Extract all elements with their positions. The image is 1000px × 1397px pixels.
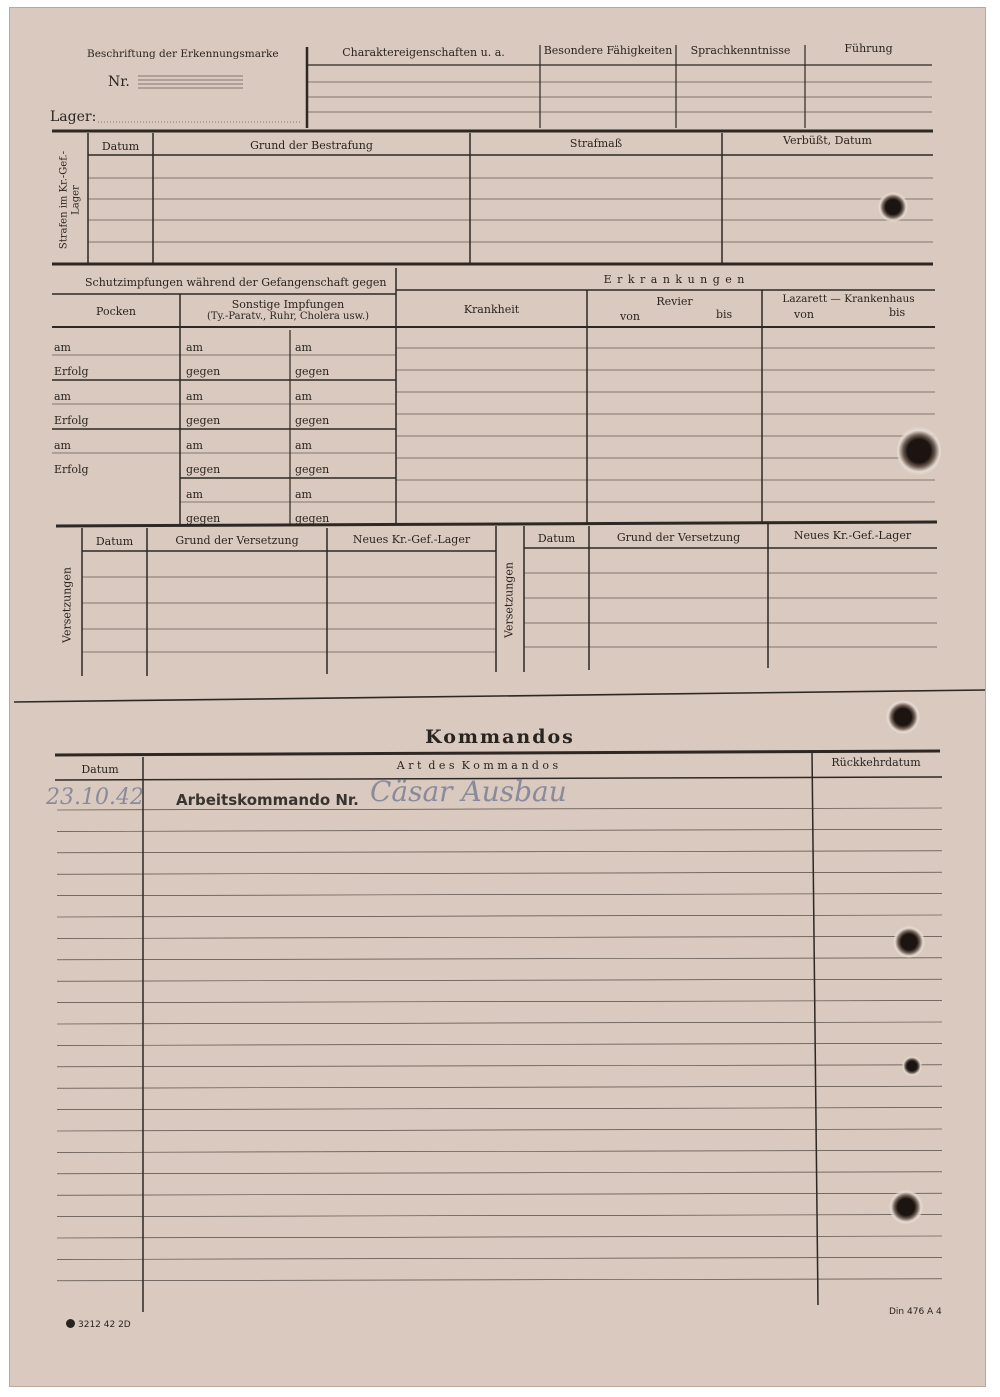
kommando-rule xyxy=(57,1215,942,1217)
entry-arbeitskommando: Arbeitskommando Nr. xyxy=(176,791,359,809)
sonstige-am-1a: am xyxy=(186,341,203,354)
kommandos-title: Kommandos xyxy=(425,726,575,748)
kommando-rule xyxy=(57,872,942,874)
punch-hole-icon xyxy=(897,426,941,476)
kommando-rule xyxy=(57,1108,942,1110)
erkrankungen-title: E r k r a n k u n g e n xyxy=(603,273,746,286)
sonstige-am-1b: am xyxy=(295,341,312,354)
sonstige-impfungen-sub: (Ty.-Paratv., Ruhr, Cholera usw.) xyxy=(206,311,370,322)
pocken-am-2: am xyxy=(54,390,71,403)
punch-hole-icon xyxy=(886,700,920,734)
pocken-erfolg-3: Erfolg xyxy=(54,463,89,476)
sonstige-am-2b: am xyxy=(295,390,312,403)
sonstige-impfungen-label: Sonstige Impfungen xyxy=(231,298,345,311)
print-code-number: 3212 42 2D xyxy=(78,1320,131,1330)
sonstige-gegen-2a: gegen xyxy=(186,414,221,427)
revier-von: von xyxy=(620,310,640,323)
din-format: Din 476 A 4 xyxy=(889,1307,942,1317)
pocken-label: Pocken xyxy=(96,305,136,318)
kommando-rule xyxy=(57,894,942,896)
nr-label: Nr. xyxy=(108,74,130,90)
kommando-rule xyxy=(57,1279,942,1281)
kommando-rule xyxy=(57,1193,942,1195)
kommando-rule xyxy=(57,1022,942,1024)
entry-handwritten-name: Cäsar Ausbau xyxy=(370,775,567,808)
versetzungen-side-label-right: Versetzungen xyxy=(502,562,516,638)
pocken-erfolg-1: Erfolg xyxy=(54,365,89,378)
kommando-rule xyxy=(57,915,942,917)
lazarett-label: Lazarett — Krankenhaus xyxy=(782,293,915,305)
strafen-col-grund: Grund der Bestrafung xyxy=(250,139,373,152)
punch-hole-icon xyxy=(893,926,925,958)
strafen-side-label: Strafen im Kr.-Gef.-Lager xyxy=(58,150,81,250)
kommando-rule xyxy=(57,851,942,853)
pocken-erfolg-2: Erfolg xyxy=(54,414,89,427)
col-besondere-faehigkeiten: Besondere Fähigkeiten xyxy=(543,44,673,57)
col-sprachkenntnisse: Sprachkenntnisse xyxy=(690,44,791,57)
kommando-rule xyxy=(57,958,942,960)
versetzung-r-col-grund: Grund der Versetzung xyxy=(616,531,741,544)
lazarett-von: von xyxy=(794,308,814,321)
versetzung-r-col-datum: Datum xyxy=(537,532,576,545)
krankheit-label: Krankheit xyxy=(463,303,520,316)
col-charaktereigenschaften: Charaktereigenschaften u. a. xyxy=(342,46,505,59)
revier-label: Revier xyxy=(656,295,693,308)
kommando-rule xyxy=(57,1150,942,1152)
sonstige-gegen-4b: gegen xyxy=(295,512,330,525)
versetzung-r-col-lager: Neues Kr.-Gef.-Lager xyxy=(793,529,912,542)
sonstige-gegen-1b: gegen xyxy=(295,365,330,378)
kommando-rule xyxy=(57,1065,942,1067)
lazarett-bis: bis xyxy=(889,306,906,319)
pocken-am-1: am xyxy=(54,341,71,354)
punch-hole-icon xyxy=(889,1190,923,1224)
versetzung-l-col-grund: Grund der Versetzung xyxy=(175,534,299,547)
strafen-col-datum: Datum xyxy=(101,140,140,153)
sonstige-am-3a: am xyxy=(186,439,203,452)
kommandos-col-datum: Datum xyxy=(81,763,119,776)
sonstige-am-3b: am xyxy=(295,439,312,452)
lager-label: Lager: xyxy=(50,109,97,125)
versetzung-l-col-lager: Neues Kr.-Gef.-Lager xyxy=(352,533,471,546)
sonstige-gegen-1a: gegen xyxy=(186,365,221,378)
sonstige-gegen-4a: gegen xyxy=(186,512,221,525)
kommandos-col-art: A r t d e s K o m m a n d o s xyxy=(396,759,559,772)
versetzung-l-col-datum: Datum xyxy=(95,535,134,548)
kommando-rule xyxy=(57,979,942,981)
kommandos-col-rueckkehr: Rückkehrdatum xyxy=(831,756,921,769)
revier-bis: bis xyxy=(716,308,733,321)
entry-date: 23.10.42 xyxy=(46,785,144,810)
strafen-col-strafmass: Strafmaß xyxy=(569,137,623,150)
impfungen-title: Schutzimpfungen während der Gefangenschaft gegen xyxy=(85,276,387,289)
kommando-rule xyxy=(57,1257,942,1259)
sonstige-gegen-3b: gegen xyxy=(295,463,330,476)
print-code-mark-icon xyxy=(66,1319,75,1328)
punch-hole-icon xyxy=(878,192,908,222)
kommando-rule xyxy=(57,936,942,938)
kommando-rule xyxy=(57,1172,942,1174)
strafen-col-verbuesst: Verbüßt, Datum xyxy=(783,134,872,147)
col-fuehrung: Führung xyxy=(844,42,893,55)
kommando-rule xyxy=(57,1001,942,1003)
print-code xyxy=(66,1319,131,1330)
sonstige-am-2a: am xyxy=(186,390,203,403)
punch-hole-icon xyxy=(902,1056,922,1076)
sonstige-gegen-2b: gegen xyxy=(295,414,330,427)
sonstige-gegen-3a: gegen xyxy=(186,463,221,476)
kommando-rule xyxy=(57,1236,942,1238)
kommando-rule xyxy=(57,829,942,831)
kommando-rule xyxy=(57,1086,942,1088)
erkennungsmarke-label: Beschriftung der Erkennungsmarke xyxy=(87,48,279,60)
sonstige-am-4a: am xyxy=(186,488,203,501)
versetzungen-side-label-left: Versetzungen xyxy=(60,567,74,643)
kommando-rule xyxy=(57,1043,942,1045)
kommando-rule xyxy=(57,1129,942,1131)
sonstige-am-4b: am xyxy=(295,488,312,501)
pocken-am-3: am xyxy=(54,439,71,452)
